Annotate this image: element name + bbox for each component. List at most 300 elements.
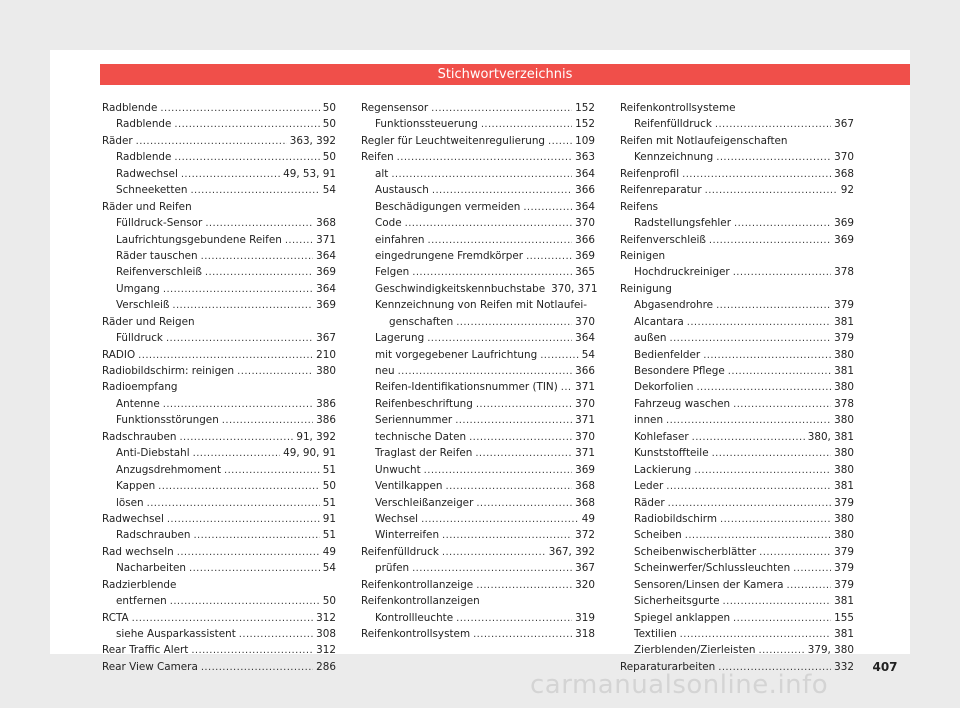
index-entry	[361, 297, 595, 313]
index-entry-page: 312	[316, 644, 336, 657]
index-entry-page: 51	[322, 496, 336, 509]
index-entry-page: 380	[834, 447, 854, 460]
index-entry-label: Kontrollleuchte	[375, 611, 454, 624]
leader-dots	[167, 512, 320, 528]
index-entry-label: Geschwindigkeitskennbuchstabe	[375, 282, 546, 295]
index-entry	[102, 314, 336, 330]
leader-dots	[481, 117, 572, 133]
index-entry-label: Reifenverschleiß	[116, 266, 202, 279]
index-entry-page: 366	[575, 365, 595, 377]
leader-dots	[692, 430, 805, 446]
index-entry-page: 332	[834, 660, 854, 673]
leader-dots	[222, 413, 313, 429]
index-entry-page: 371	[575, 414, 595, 427]
index-entry-page: 370, 371	[551, 282, 598, 295]
index-entry-label: Traglast der Reifen	[375, 447, 473, 460]
leader-dots	[709, 233, 831, 249]
leader-dots	[446, 479, 573, 495]
index-entry-page: 381	[834, 480, 854, 493]
leader-dots	[733, 397, 831, 413]
index-entry-label: Reifenfülldruck	[361, 545, 439, 558]
index-entry-label: Zierblenden/Zierleisten	[634, 644, 756, 657]
index-entry	[361, 610, 595, 626]
index-entry	[620, 297, 854, 313]
index-entry	[361, 232, 595, 248]
leader-dots	[405, 216, 573, 232]
index-entry	[620, 363, 854, 379]
leader-dots	[205, 216, 313, 232]
index-entry-page: 312	[316, 611, 336, 624]
section-header	[100, 64, 910, 85]
index-entry-label: Besondere Pflege	[634, 365, 725, 377]
leader-dots	[431, 101, 572, 117]
leader-dots	[201, 660, 313, 676]
leader-dots	[398, 364, 573, 380]
leader-dots	[224, 463, 320, 479]
index-entry	[102, 544, 336, 560]
index-entry-label: technische Daten	[375, 430, 467, 443]
index-entry-label: Radwechsel	[116, 167, 178, 180]
leader-dots	[668, 496, 832, 512]
index-entry-label: einfahren	[375, 233, 425, 246]
index-entry-page: 49	[322, 545, 336, 558]
index-column-3	[620, 100, 854, 675]
leader-dots	[456, 611, 572, 627]
leader-dots	[193, 528, 319, 544]
index-entry-page: 49, 90, 91	[283, 447, 336, 460]
index-entry-page: 49, 53, 91	[283, 167, 336, 180]
index-entry	[361, 577, 595, 593]
index-entry-page: 152	[575, 118, 595, 131]
index-entry	[620, 642, 854, 658]
index-entry-page: 109	[575, 134, 595, 147]
leader-dots	[412, 265, 572, 281]
index-entry	[361, 116, 595, 132]
index-entry-page: 320	[575, 578, 595, 591]
leader-dots	[682, 167, 831, 183]
leader-dots	[456, 315, 572, 331]
index-entry-label: neu	[375, 365, 395, 377]
index-entry-label: Dekorfolien	[634, 381, 694, 394]
index-entry-page: 51	[322, 463, 336, 476]
index-entry-page: 370	[575, 315, 595, 328]
leader-dots	[428, 233, 573, 249]
page-number: 407	[872, 660, 898, 674]
index-entry-page: 371	[575, 381, 595, 394]
index-entry-page: 386	[316, 397, 336, 410]
index-entry	[361, 281, 598, 297]
index-entry-page: 49	[581, 512, 595, 525]
index-entry-page: 54	[581, 348, 595, 361]
index-entry-page: 380	[834, 348, 854, 361]
index-entry-page: 319	[575, 611, 595, 624]
index-entry-page: 50	[322, 480, 336, 493]
index-entry-page: 381	[834, 315, 854, 328]
index-entry-label: Radioempfang	[102, 381, 178, 394]
index-entry-label: Reifenkontrollanzeige	[361, 578, 474, 591]
index-entry-label: Alcantara	[634, 315, 684, 328]
watermark: carmanualsonline.info	[530, 670, 829, 700]
index-entry	[361, 314, 595, 330]
index-entry-label: Reifen	[361, 151, 394, 164]
index-entry-page: 152	[575, 102, 595, 114]
index-entry-page: 367	[834, 118, 854, 131]
index-entry-page: 92	[840, 184, 854, 197]
leader-dots	[666, 479, 831, 495]
index-entry-page: 380	[834, 529, 854, 542]
index-entry-label: Unwucht	[375, 463, 421, 476]
index-entry-label: Regler für Leuchtweitenregulierung	[361, 134, 546, 147]
leader-dots	[239, 627, 313, 643]
index-entry	[620, 330, 854, 346]
leader-dots	[716, 298, 831, 314]
leader-dots	[412, 561, 572, 577]
leader-dots	[523, 200, 572, 216]
index-entry-page: 370	[575, 217, 595, 230]
index-entry-page: 380	[316, 365, 336, 377]
leader-dots	[787, 578, 832, 594]
index-entry-page: 381	[834, 595, 854, 608]
index-entry	[102, 610, 336, 626]
index-entry-page: 379	[834, 332, 854, 345]
index-entry-page: 286	[316, 660, 336, 673]
index-entry	[102, 429, 336, 445]
index-entry	[361, 379, 595, 395]
index-entry-label: Nacharbeiten	[116, 562, 187, 575]
index-entry	[102, 642, 336, 658]
index-entry-page: 363	[575, 151, 595, 164]
index-entry	[620, 314, 854, 330]
index-entry-label: prüfen	[375, 562, 410, 575]
leader-dots	[190, 183, 319, 199]
index-entry-label: Verschleißanzeiger	[375, 496, 474, 509]
index-entry-page: 50	[322, 595, 336, 608]
index-entry	[102, 593, 336, 609]
index-entry-page: 369	[316, 299, 336, 312]
index-entry	[620, 593, 854, 609]
index-entry-label: Hochdruckreiniger	[634, 266, 730, 279]
index-entry-page: 50	[322, 151, 336, 164]
index-entry-page: 54	[322, 562, 336, 575]
leader-dots	[442, 545, 546, 561]
index-entry-page: 155	[834, 611, 854, 624]
index-entry-page: 370	[575, 430, 595, 443]
index-entry-page: 369	[834, 217, 854, 230]
index-entry-label: Laufrichtungsgebundene Reifen	[116, 233, 282, 246]
index-entry-page: 367	[575, 562, 595, 575]
index-entry-label: Beschädigungen vermeiden	[375, 200, 521, 213]
index-entry	[620, 232, 854, 248]
index-entry-label: entfernen	[116, 595, 167, 608]
index-entry-label: eingedrungene Fremdkörper	[375, 249, 524, 262]
index-entry	[102, 527, 336, 543]
index-entry	[620, 445, 854, 461]
leader-dots	[669, 331, 831, 347]
index-entry-label: Funktionsstörungen	[116, 414, 219, 427]
index-entry-page: 364	[316, 249, 336, 262]
index-entry-page: 51	[322, 529, 336, 542]
index-entry-page: 364	[575, 200, 595, 213]
leader-dots	[561, 380, 572, 396]
index-entry	[102, 478, 336, 494]
index-entry	[361, 199, 595, 215]
index-entry	[361, 182, 595, 198]
leader-dots	[685, 528, 831, 544]
index-entry	[620, 478, 854, 494]
leader-dots	[181, 167, 280, 183]
index-entry-label: außen	[634, 332, 667, 345]
index-entry	[620, 560, 854, 576]
index-entry-label: Kohlefaser	[634, 430, 689, 443]
index-entry	[102, 281, 336, 297]
leader-dots	[432, 183, 572, 199]
leader-dots	[424, 463, 573, 479]
index-entry-page: 369	[316, 266, 336, 279]
index-entry	[102, 264, 336, 280]
leader-dots	[526, 249, 572, 265]
index-entry-label: Räder und Reifen	[102, 200, 192, 213]
index-entry-page: 369	[575, 249, 595, 262]
leader-dots	[473, 627, 572, 643]
index-entry-label: Bedienfelder	[634, 348, 701, 361]
leader-dots	[160, 101, 319, 117]
index-entry-page: 308	[316, 628, 336, 640]
index-entry-page: 368	[316, 217, 336, 230]
index-entry	[102, 379, 336, 395]
index-entry	[102, 659, 336, 675]
index-entry-page: 379	[834, 562, 854, 575]
leader-dots	[475, 446, 572, 462]
index-entry-label: Textilien	[634, 628, 677, 640]
index-entry-label: Reifenbeschriftung	[375, 397, 473, 410]
index-entry-label: Antenne	[116, 397, 160, 410]
index-entry	[620, 264, 854, 280]
leader-dots	[138, 348, 313, 364]
index-entry	[620, 577, 854, 593]
index-entry-page: 364	[316, 282, 336, 295]
index-entry	[620, 116, 854, 132]
index-entry-label: Reifenprofil	[620, 167, 680, 180]
index-entry	[361, 215, 595, 231]
leader-dots	[793, 561, 831, 577]
leader-dots	[397, 150, 572, 166]
index-entry	[102, 215, 336, 231]
index-entry-page: 380	[834, 463, 854, 476]
index-entry-label: Kennzeichnung	[634, 151, 714, 164]
leader-dots	[703, 348, 831, 364]
index-entry-label: Rad wechseln	[102, 545, 174, 558]
leader-dots	[687, 315, 831, 331]
index-entry	[361, 560, 595, 576]
index-entry-page: 386	[316, 414, 336, 427]
leader-dots	[476, 578, 572, 594]
index-entry-label: innen	[634, 414, 664, 427]
index-entry-label: Ventilkappen	[375, 480, 443, 493]
leader-dots	[132, 611, 314, 627]
index-entry-label: Radwechsel	[102, 512, 164, 525]
index-entry-label: Abgasendrohre	[634, 299, 714, 312]
index-entry-label: Umgang	[116, 282, 160, 295]
index-entry	[102, 248, 336, 264]
index-entry	[620, 626, 854, 642]
index-entry-label: lösen	[116, 496, 144, 509]
index-entry-page: 371	[316, 233, 336, 246]
leader-dots	[759, 545, 831, 561]
index-entry-page: 50	[322, 118, 336, 131]
index-entry-page: 381	[834, 365, 854, 377]
leader-dots	[720, 512, 831, 528]
index-entry	[361, 593, 595, 609]
index-entry	[620, 100, 854, 116]
index-entry	[620, 429, 854, 445]
leader-dots	[712, 446, 832, 462]
index-entry-label: Seriennummer	[375, 414, 453, 427]
index-entry-page: 380	[834, 381, 854, 394]
index-entry-page: 365	[575, 266, 595, 279]
leader-dots	[540, 348, 579, 364]
index-entry-label: Wechsel	[375, 512, 419, 525]
leader-dots	[666, 413, 831, 429]
index-entry	[102, 149, 336, 165]
index-entry	[620, 215, 854, 231]
leader-dots	[455, 413, 572, 429]
index-entry-label: Reifenkontrollsysteme	[620, 102, 736, 114]
leader-dots	[174, 150, 319, 166]
index-entry-label: Rear View Camera	[102, 660, 198, 673]
index-entry-label: Fahrzeug waschen	[634, 397, 731, 410]
index-entry	[102, 462, 336, 478]
index-entry	[102, 133, 336, 149]
leader-dots	[476, 496, 572, 512]
leader-dots	[548, 134, 572, 150]
leader-dots	[728, 364, 831, 380]
index-entry-label: Reinigen	[620, 249, 666, 262]
leader-dots	[205, 265, 313, 281]
leader-dots	[733, 611, 831, 627]
index-entry-label: Code	[375, 217, 402, 230]
index-entry	[361, 412, 595, 428]
leader-dots	[391, 167, 572, 183]
index-entry-label: Reifens	[620, 200, 659, 213]
index-entry	[102, 330, 336, 346]
index-entry	[102, 297, 336, 313]
index-entry	[361, 149, 595, 165]
leader-dots	[696, 380, 831, 396]
leader-dots	[476, 397, 572, 413]
leader-dots	[734, 216, 831, 232]
index-entry-page: 380	[834, 414, 854, 427]
index-entry-label: Rear Traffic Alert	[102, 644, 189, 657]
index-entry	[102, 511, 336, 527]
index-entry	[361, 478, 595, 494]
index-entry-label: Reifenkontrollsystem	[361, 628, 471, 640]
index-entry	[361, 347, 595, 363]
index-entry	[102, 166, 336, 182]
index-entry-label: Radiobildschirm	[634, 512, 717, 525]
leader-dots	[421, 512, 579, 528]
index-entry	[620, 133, 854, 149]
index-entry-label: Reifen-Identifikationsnummer (TIN)	[375, 381, 558, 394]
index-entry	[102, 626, 336, 642]
index-entry	[102, 577, 336, 593]
index-entry-label: Räder	[102, 134, 133, 147]
index-entry-label: Austausch	[375, 184, 429, 197]
index-entry-page: 370	[834, 151, 854, 164]
index-entry-label: Anti-Diebstahl	[116, 447, 190, 460]
leader-dots	[179, 430, 293, 446]
index-entry-label: Schneeketten	[116, 184, 188, 197]
index-entry-label: Kappen	[116, 480, 156, 493]
index-entry-label: Kunststoffteile	[634, 447, 709, 460]
index-entry-page: 379	[834, 299, 854, 312]
index-entry-label: Reparaturarbeiten	[620, 660, 716, 673]
index-entry	[102, 495, 336, 511]
index-entry-label: alt	[375, 167, 389, 180]
index-entry	[361, 166, 595, 182]
index-entry	[102, 396, 336, 412]
leader-dots	[191, 643, 313, 659]
index-column-2	[361, 100, 598, 642]
index-column-1	[102, 100, 336, 675]
index-entry-label: Reifenreparatur	[620, 184, 702, 197]
index-entry-label: Sensoren/Linsen der Kamera	[634, 578, 784, 591]
index-entry-page: 381	[834, 628, 854, 640]
leader-dots	[163, 397, 313, 413]
index-entry	[620, 511, 854, 527]
index-entry	[102, 116, 336, 132]
index-entry-page: 364	[575, 167, 595, 180]
index-entry	[102, 445, 336, 461]
index-entry	[361, 264, 595, 280]
leader-dots	[427, 331, 572, 347]
index-entry	[620, 248, 854, 264]
index-entry-page: 318	[575, 628, 595, 640]
index-entry	[361, 495, 595, 511]
index-entry-label: Radblende	[102, 102, 158, 114]
index-entry-page: 368	[575, 480, 595, 493]
index-entry-label: Scheinwerfer/Schlussleuchten	[634, 562, 791, 575]
index-entry	[361, 248, 595, 264]
index-entry-label: Lagerung	[375, 332, 425, 345]
index-entry-page: 54	[322, 184, 336, 197]
index-entry	[102, 347, 336, 363]
index-entry	[361, 133, 595, 149]
index-entry-label: Verschleiß	[116, 299, 170, 312]
leader-dots	[147, 496, 320, 512]
index-entry-page: 366	[575, 233, 595, 246]
section-title: Stichwortverzeichnis	[437, 67, 573, 82]
index-entry-label: RADIO	[102, 348, 136, 361]
index-entry-label: Radiobildschirm: reinigen	[102, 365, 235, 377]
index-entry	[620, 347, 854, 363]
index-entry-label: Radblende	[116, 151, 172, 164]
index-entry-page: 363, 392	[289, 134, 336, 147]
index-entry-label: Radblende	[116, 118, 172, 131]
index-entry-page: 368	[575, 496, 595, 509]
index-entry-page: 379	[834, 496, 854, 509]
index-entry-label: Reifenkontrollanzeigen	[361, 595, 480, 608]
index-entry-label: Scheiben	[634, 529, 682, 542]
index-entry-page: 380	[834, 512, 854, 525]
leader-dots	[189, 561, 320, 577]
leader-dots	[166, 331, 313, 347]
index-entry	[361, 544, 595, 560]
index-entry-page: 370	[575, 397, 595, 410]
index-entry-page: 366	[575, 184, 595, 197]
index-entry	[620, 495, 854, 511]
index-entry-page: 210	[316, 348, 336, 361]
index-entry-page: 369	[834, 233, 854, 246]
